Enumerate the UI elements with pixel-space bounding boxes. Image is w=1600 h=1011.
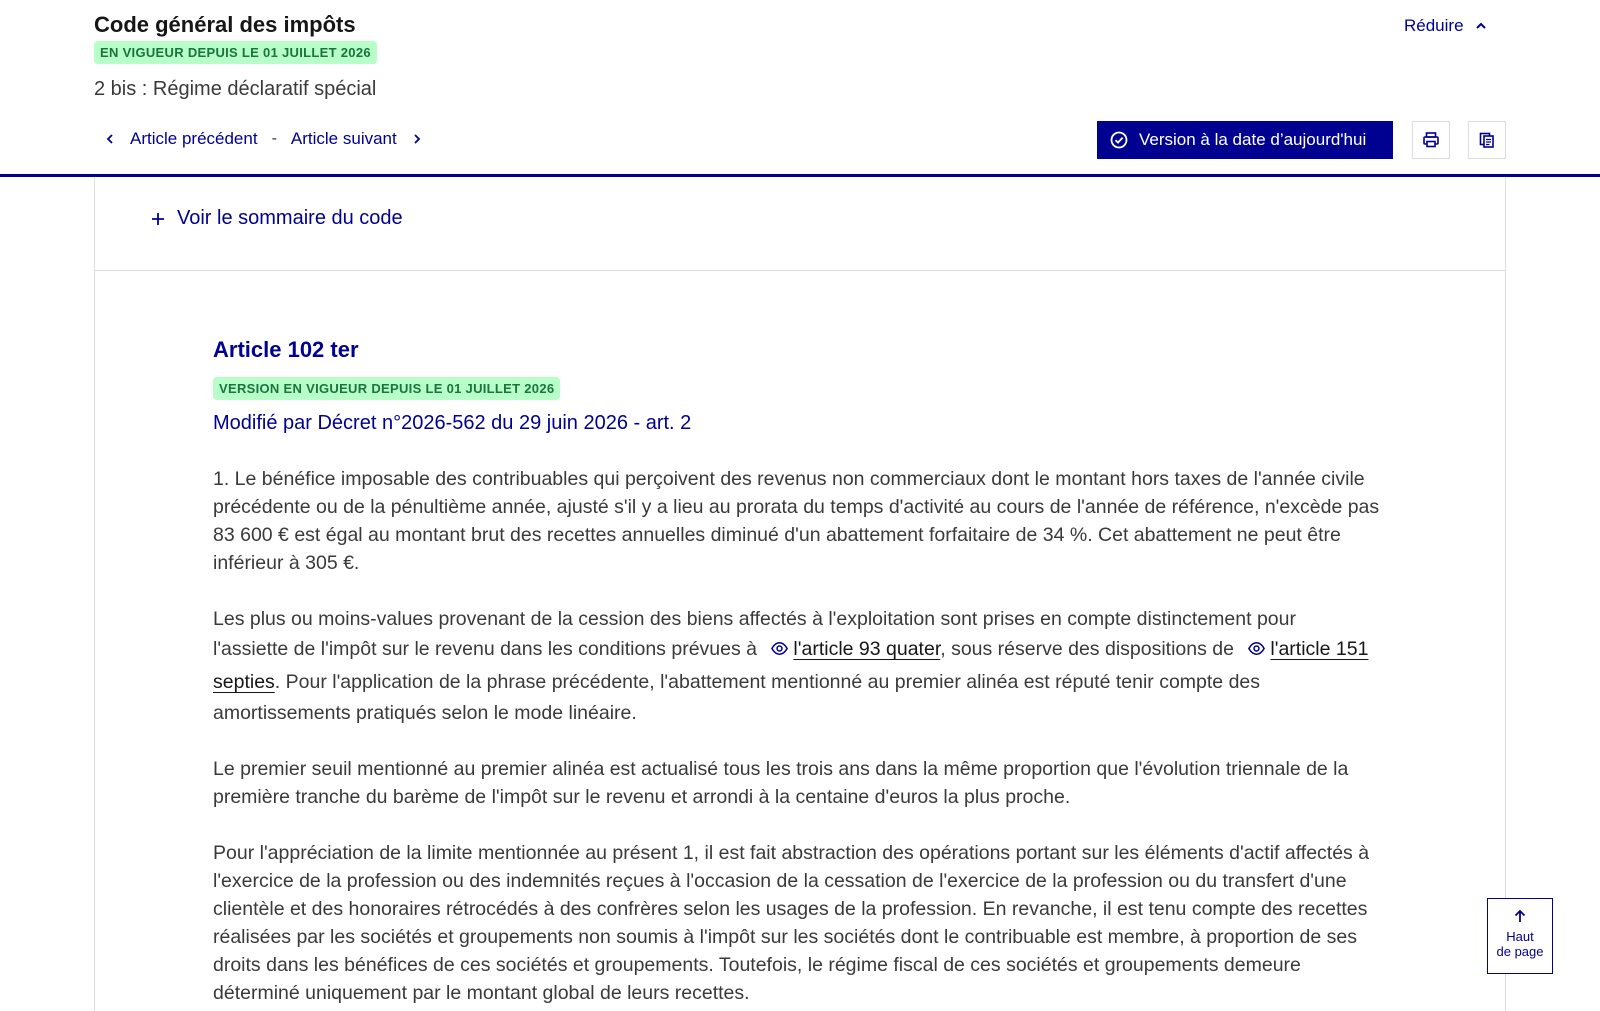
paragraph-2-line-1: Les plus ou moins-values provenant de la cession des biens affectés à l'exploitation sont prises en compte distinctement pour <box>213 608 1296 630</box>
eye-icon <box>770 639 789 658</box>
copy-button[interactable] <box>1468 121 1506 159</box>
section-title: 2 bis : Régime déclaratif spécial <box>94 78 377 100</box>
current-version-label: Version à la date d’aujourd'hui <box>1139 130 1367 149</box>
paragraph-3: Le premier seuil mentionné au premier alinéa est actualisé tous les trois ans dans la même proportion que l'évolution triennale de la première tranche du barème de l'impôt sur le revenu et arrondi à la centaine d'euros la plus proche. <box>213 758 1349 808</box>
back-to-top-line-2: de page <box>1496 944 1544 959</box>
article-container <box>94 177 1506 1011</box>
show-summary-link[interactable] <box>151 207 403 230</box>
article-body <box>213 337 1393 1007</box>
chevron-right-icon <box>411 133 423 145</box>
previous-article-link[interactable] <box>104 129 258 149</box>
paragraph-2-text-a: l'assiette de l'impôt sur le revenu dans les conditions prévues à <box>213 638 757 660</box>
modified-by-link[interactable]: Modifié par Décret n°2026-562 du 29 juin 2026 - art. 2 <box>213 412 692 434</box>
article-93-quater-link[interactable]: l'article 93 quater <box>793 638 941 660</box>
arrow-up-icon <box>1513 909 1527 923</box>
paragraph-2 <box>213 605 1393 727</box>
printer-icon <box>1422 131 1440 149</box>
sticky-header <box>0 0 1600 177</box>
copy-icon <box>1478 131 1496 149</box>
reduce-button[interactable] <box>1404 16 1488 36</box>
previous-article-label: Article précédent <box>130 129 258 148</box>
chevron-left-icon <box>104 133 116 145</box>
next-article-label: Article suivant <box>290 129 397 148</box>
plus-icon <box>151 212 165 226</box>
show-summary-label: Voir le sommaire du code <box>177 207 403 229</box>
article-title: Article 102 ter <box>213 337 359 362</box>
paragraph-2-text-c: . Pour l'application de la phrase précédente, l'abattement mentionné au premier alinéa est réputé tenir compte des amortissements pratiqués selon le mode linéaire. <box>213 671 1261 724</box>
code-title: Code général des impôts <box>94 12 356 37</box>
status-badge: EN VIGUEUR DEPUIS LE 01 JUILLET 2026 <box>94 41 377 64</box>
version-badge: VERSION EN VIGUEUR DEPUIS LE 01 JUILLET 2026 <box>213 377 560 400</box>
eye-icon <box>1247 639 1266 658</box>
code-summary-panel <box>95 177 1505 271</box>
paragraph-2-text-b: , sous réserve des dispositions de <box>940 638 1234 660</box>
current-version-button[interactable] <box>1097 121 1393 159</box>
check-circle-icon <box>1109 130 1129 150</box>
nav-separator: - <box>271 130 277 147</box>
back-to-top-button[interactable] <box>1487 898 1553 974</box>
paragraph-4: Pour l'appréciation de la limite mentionnée au présent 1, il est fait abstraction des opérations portant sur les éléments d'actif affectés à l'exercice de la profession ou des indemnités reçues à l'occasion de la cessation de l'exercice de la profession ou du transfert d'une clientèle et des honoraires rétrocédés à des confrères selon les usages de la profession. En revanche, il est tenu compte des recettes réalisées par les sociétés et groupements non soumis à l'impôt sur les sociétés dont le contribuable est membre, à proportion de ses droits dans les bénéfices de ces sociétés et groupements. Toutefois, le régime fiscal de ces sociétés et groupements demeure déterminé uniquement par le montant global de leurs recettes. <box>213 842 1370 1004</box>
article-151-septies-link[interactable]: l'article 151 septies <box>213 638 1369 693</box>
next-article-link[interactable] <box>291 129 423 149</box>
back-to-top-line-1: Haut <box>1506 929 1534 944</box>
print-button[interactable] <box>1412 121 1450 159</box>
chevron-up-icon <box>1474 19 1488 33</box>
reduce-label: Réduire <box>1404 16 1464 35</box>
paragraph-1: 1. Le bénéfice imposable des contribuables qui perçoivent des revenus non commerciaux dont le montant hors taxes de l'année civile précédente ou de la pénultième année, ajusté s'il y a lieu au prorata du temps d'activité au cours de l'année de référence, n'excède pas 83 600 € est égal au montant brut des recettes annuelles diminué d'un abattement forfaitaire de 34 %. Cet abattement ne peut être inférieur à 305 €. <box>213 468 1380 574</box>
article-navigation <box>104 129 423 149</box>
